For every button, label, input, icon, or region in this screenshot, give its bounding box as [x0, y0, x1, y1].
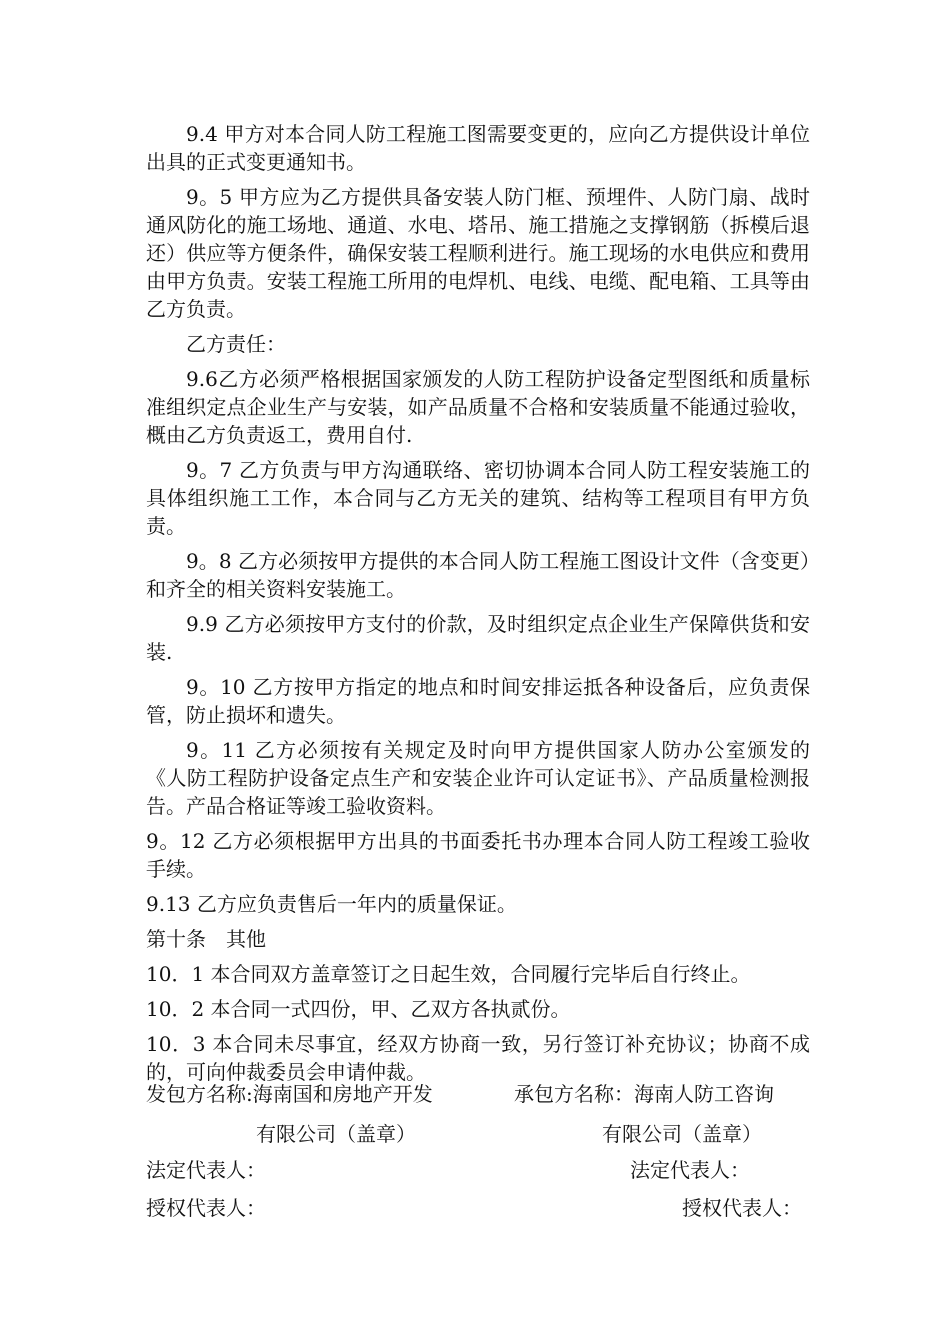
signature-row-authorized-rep: [146, 1194, 810, 1222]
signature-row-names: [146, 1080, 810, 1108]
party-b-legal-rep-label: 法定代表人：: [630, 1158, 750, 1182]
party-b-name-label: 承包方名称：海南人防工咨询: [514, 1082, 774, 1106]
clause-9-7: 9。7 乙方负责与甲方沟通联络、密切协调本合同人防工程安装施工的具体组织施工工作，本合同与乙方无关的建筑、结构等工程项目有甲方负责。: [146, 458, 810, 538]
clause-9-13: 9.13 乙方应负责售后一年内的质量保证。: [146, 892, 517, 916]
clause-9-12: 9。12 乙方必须根据甲方出具的书面委托书办理本合同人防工程竣工验收手续。: [146, 829, 810, 881]
signature-row-legal-rep: [146, 1156, 810, 1184]
party-a-name-label: 发包方名称:海南国和房地产开发: [146, 1082, 433, 1106]
clause-9-9: 9.9 乙方必须按甲方支付的价款，及时组织定点企业生产保障供货和安装.: [146, 612, 810, 664]
article-10-heading: 第十条 其他: [146, 927, 266, 951]
party-a-legal-rep-label: 法定代表人：: [146, 1158, 266, 1182]
clause-9-10: 9。10 乙方按甲方指定的地点和时间安排运抵各种设备后，应负责保管，防止损坏和遗失。: [146, 675, 810, 727]
clause-9-11: 9。11 乙方必须按有关规定及时向甲方提供国家人防办公室颁发的《人防工程防护设备定点生产和安装企业许可认定证书》、产品质量检测报告。产品合格证等竣工验收资料。: [146, 738, 810, 818]
clause-10-2: 10．2 本合同一式四份，甲、乙双方各执贰份。: [146, 997, 571, 1021]
clause-10-3: 10．3 本合同未尽事宜，经双方协商一致，另行签订补充协议；协商不成的，可向仲裁委员会申请仲裁。: [146, 1032, 810, 1084]
party-b-company-seal: 有限公司（盖章）: [602, 1122, 762, 1146]
party-b-responsibility-heading: 乙方责任：: [186, 332, 286, 356]
clause-10-1: 10．1 本合同双方盖章签订之日起生效，合同履行完毕后自行终止。: [146, 962, 751, 986]
contract-body: [146, 120, 810, 1093]
signature-row-company: [146, 1120, 810, 1148]
clause-9-4: 9.4 甲方对本合同人防工程施工图需要变更的，应向乙方提供设计单位出具的正式变更通知书。: [146, 122, 810, 174]
party-b-authorized-rep-label: 授权代表人：: [682, 1196, 802, 1220]
party-a-authorized-rep-label: 授权代表人：: [146, 1196, 266, 1220]
party-a-company-seal: 有限公司（盖章）: [256, 1122, 416, 1146]
clause-9-5: 9。5 甲方应为乙方提供具备安装人防门框、预埋件、人防门扇、战时通风防化的施工场地、通道、水电、塔吊、施工措施之支撑钢筋（拆模后退还）供应等方便条件，确保安装工程顺利进行。施工现场的水电供应和费用由甲方负责。安装工程施工所用的电焊机、电线、电缆、配电箱、工具等由乙方负责。: [146, 185, 810, 321]
clause-9-8: 9。8 乙方必须按甲方提供的本合同人防工程施工图设计文件（含变更）和齐全的相关资料安装施工。: [146, 549, 810, 601]
clause-9-6: 9.6乙方必须严格根据国家颁发的人防工程防护设备定型图纸和质量标准组织定点企业生产与安装，如产品质量不合格和安装质量不能通过验收，概由乙方负责返工，费用自付.: [146, 367, 810, 447]
